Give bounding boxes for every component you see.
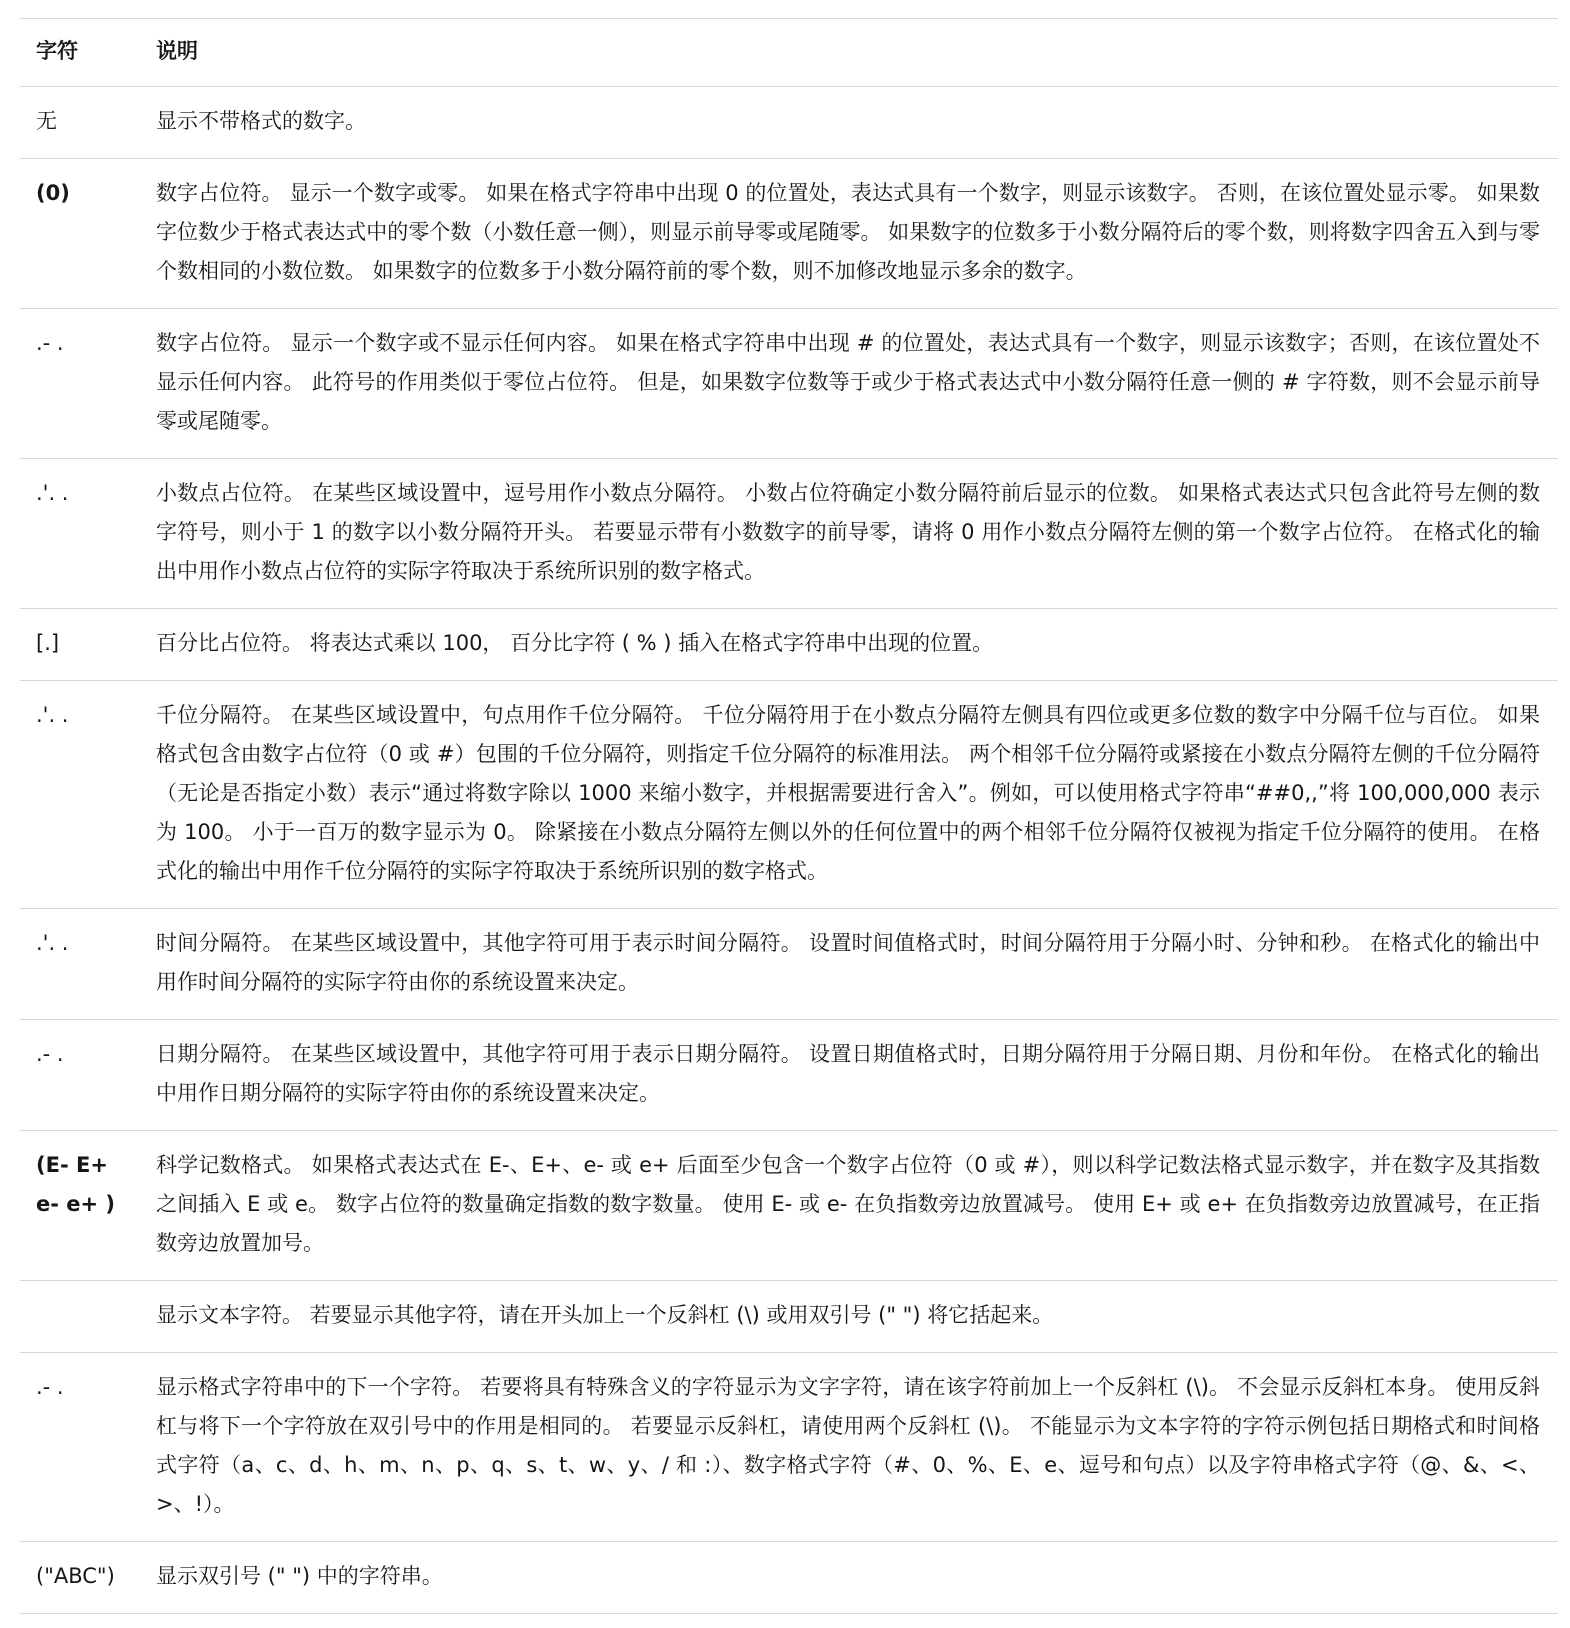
character-cell: 无 — [20, 87, 140, 159]
format-characters-table-container — [20, 18, 1558, 1614]
description-cell: 显示文本字符。 若要显示其他字符，请在开头加上一个反斜杠 (\) 或用双引号 (" ") 将它括起来。 — [140, 1281, 1558, 1353]
description-cell: 百分比占位符。 将表达式乘以 100， 百分比字符 ( % ) 插入在格式字符串中出现的位置。 — [140, 609, 1558, 681]
table-row — [20, 1542, 1558, 1614]
description-cell: 数字占位符。 显示一个数字或零。 如果在格式字符串中出现 0 的位置处，表达式具有一个数字，则显示该数字。 否则，在该位置处显示零。 如果数字位数少于格式表达式中的零个数（小数任意一侧），则显示前导零或尾随零。 如果数字的位数多于小数分隔符后的零个数，则将数字四舍五入到与零个数相同的小数位数。 如果数字的位数多于小数分隔符前的零个数，则不加修改地显示多余的数字。 — [140, 159, 1558, 309]
character-cell: .- . — [20, 1020, 140, 1131]
description-cell: 显示双引号 (" ") 中的字符串。 — [140, 1542, 1558, 1614]
table-row — [20, 609, 1558, 681]
header-row — [20, 19, 1558, 87]
character-cell — [20, 1281, 140, 1353]
format-characters-table — [20, 18, 1558, 1614]
character-cell: .'. . — [20, 459, 140, 609]
character-cell: [.] — [20, 609, 140, 681]
table-row — [20, 159, 1558, 309]
description-cell: 数字占位符。 显示一个数字或不显示任何内容。 如果在格式字符串中出现 # 的位置处，表达式具有一个数字，则显示该数字；否则，在该位置处不显示任何内容。 此符号的作用类似于零位占位符。 但是，如果数字位数等于或少于格式表达式中小数分隔符任意一侧的 # 字符数，则不会显示前导零或尾随零。 — [140, 309, 1558, 459]
column-header-description: 说明 — [140, 19, 1558, 87]
table-row — [20, 1020, 1558, 1131]
description-cell: 千位分隔符。 在某些区域设置中，句点用作千位分隔符。 千位分隔符用于在小数点分隔符左侧具有四位或更多位数的数字中分隔千位与百位。 如果格式包含由数字占位符（0 或 #）包围的千位分隔符，则指定千位分隔符的标准用法。 两个相邻千位分隔符或紧接在小数点分隔符左侧的千位分隔符（无论是否指定小数）表示“通过将数字除以 1000 来缩小数字，并根据需要进行舍入”。例如，可以使用格式字符串“##0,,”将 100,000,000 表示为 100。 小于一百万的数字显示为 0。 除紧接在小数点分隔符左侧以外的任何位置中的两个相邻千位分隔符仅被视为指定千位分隔符的使用。 在格式化的输出中用作千位分隔符的实际字符取决于系统所识别的数字格式。 — [140, 681, 1558, 909]
table-row — [20, 681, 1558, 909]
character-cell: (0) — [20, 159, 140, 309]
description-cell: 显示不带格式的数字。 — [140, 87, 1558, 159]
table-row — [20, 1353, 1558, 1542]
table-row — [20, 909, 1558, 1020]
table-row — [20, 459, 1558, 609]
table-row — [20, 87, 1558, 159]
character-cell: (E- E+ e- e+ ) — [20, 1131, 140, 1281]
description-cell: 显示格式字符串中的下一个字符。 若要将具有特殊含义的字符显示为文字字符，请在该字符前加上一个反斜杠 (\)。 不会显示反斜杠本身。 使用反斜杠与将下一个字符放在双引号中的作用是相同的。 若要显示反斜杠，请使用两个反斜杠 (\)。 不能显示为文本字符的字符示例包括日期格式和时间格式字符（a、c、d、h、m、n、p、q、s、t、w、y、/ 和 :）、数字格式字符（#、0、%、E、e、逗号和句点）以及字符串格式字符（@、&、<、>、!）。 — [140, 1353, 1558, 1542]
character-cell: .- . — [20, 1353, 140, 1542]
description-cell: 科学记数格式。 如果格式表达式在 E-、E+、e- 或 e+ 后面至少包含一个数字占位符（0 或 #），则以科学记数法格式显示数字，并在数字及其指数之间插入 E 或 e。 数字占位符的数量确定指数的数字数量。 使用 E- 或 e- 在负指数旁边放置减号。 使用 E+ 或 e+ 在负指数旁边放置减号，在正指数旁边放置加号。 — [140, 1131, 1558, 1281]
character-cell: .'. . — [20, 681, 140, 909]
character-cell: .- . — [20, 309, 140, 459]
description-cell: 时间分隔符。 在某些区域设置中，其他字符可用于表示时间分隔符。 设置时间值格式时，时间分隔符用于分隔小时、分钟和秒。 在格式化的输出中用作时间分隔符的实际字符由你的系统设置来决定。 — [140, 909, 1558, 1020]
table-row — [20, 1281, 1558, 1353]
character-cell: ("ABC") — [20, 1542, 140, 1614]
table-row — [20, 309, 1558, 459]
table-row — [20, 1131, 1558, 1281]
column-header-character: 字符 — [20, 19, 140, 87]
table-body — [20, 87, 1558, 1614]
description-cell: 日期分隔符。 在某些区域设置中，其他字符可用于表示日期分隔符。 设置日期值格式时，日期分隔符用于分隔日期、月份和年份。 在格式化的输出中用作日期分隔符的实际字符由你的系统设置来决定。 — [140, 1020, 1558, 1131]
character-cell: .'. . — [20, 909, 140, 1020]
description-cell: 小数点占位符。 在某些区域设置中，逗号用作小数点分隔符。 小数占位符确定小数分隔符前后显示的位数。 如果格式表达式只包含此符号左侧的数字符号，则小于 1 的数字以小数分隔符开头。 若要显示带有小数数字的前导零，请将 0 用作小数点分隔符左侧的第一个数字占位符。 在格式化的输出中用作小数点占位符的实际字符取决于系统所识别的数字格式。 — [140, 459, 1558, 609]
table-header — [20, 19, 1558, 87]
